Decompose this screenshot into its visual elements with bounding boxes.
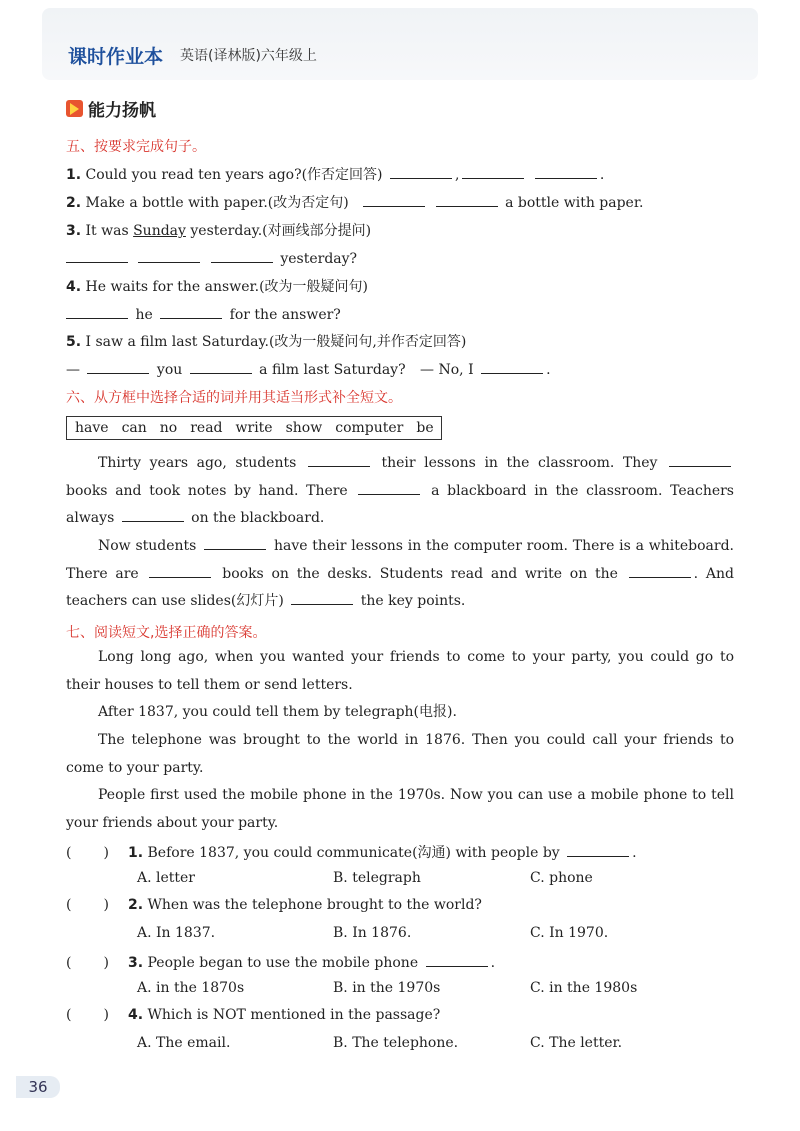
mc-question-1: ( ) 1. Before 1837, you could communicate(沟通) with people by . [66, 842, 637, 862]
cloze-paragraph-2: Now students have their lessons in the computer room. There is a whiteboard. There are books on the desks. Students read and write on the . And teachers can use slides(幻灯片) the key points. [66, 533, 734, 616]
section-title-text: 能力扬帆 [88, 101, 156, 121]
option-b[interactable]: B. in the 1970s [333, 980, 441, 996]
reading-p1: Long long ago, when you wanted your friends to come to your party, you could go to their houses to tell them or send letters. [66, 649, 734, 693]
option-c[interactable]: C. In 1970. [530, 925, 609, 941]
q5-5-answer: — you a film last Saturday? — No, I . [66, 359, 551, 378]
q5-3: 3. It was Sunday yesterday.(对画线部分提问) [66, 223, 372, 239]
reading-p3: The telephone was brought to the world in 1876. Then you could call your friends to come to your party. [66, 732, 734, 776]
answer-blank[interactable] [535, 164, 597, 179]
option-c[interactable]: C. phone [530, 870, 593, 886]
word-item: write [235, 420, 273, 436]
answer-blank[interactable] [629, 563, 691, 578]
word-item: no [159, 420, 178, 436]
q5-2: 2. Make a bottle with paper.(改为否定句) a bottle with paper. [66, 192, 643, 212]
option-c[interactable]: C. in the 1980s [530, 980, 638, 996]
answer-blank[interactable] [211, 248, 273, 263]
option-a[interactable]: A. The email. [137, 1035, 231, 1051]
answer-blank[interactable] [160, 304, 222, 319]
reading-p4: People first used the mobile phone in the 1970s. Now you can use a mobile phone to tell your friends about your party. [66, 787, 734, 831]
answer-blank[interactable] [358, 480, 420, 495]
word-item: show [285, 420, 323, 436]
word-item: read [190, 420, 223, 436]
word-item: have [75, 420, 109, 436]
part7-heading: 七、阅读短文,选择正确的答案。 [66, 625, 267, 641]
word-item: can [121, 420, 147, 436]
answer-blank[interactable] [190, 359, 252, 374]
q5-4-answer: he for the answer? [66, 304, 341, 323]
answer-blank[interactable] [567, 842, 629, 857]
option-a[interactable]: A. letter [137, 870, 196, 886]
answer-blank[interactable] [87, 359, 149, 374]
sail-icon [66, 100, 83, 117]
answer-blank[interactable] [669, 452, 731, 467]
option-b[interactable]: B. telegraph [333, 870, 421, 886]
answer-blank[interactable] [462, 164, 524, 179]
q5-5: 5. I saw a film last Saturday.(改为一般疑问句,并作否定回答) [66, 334, 467, 350]
option-a[interactable]: A. In 1837. [137, 925, 216, 941]
answer-blank[interactable] [204, 535, 266, 550]
q5-1: 1. Could you read ten years ago?(作否定回答) , . [66, 164, 604, 184]
answer-blank[interactable] [308, 452, 370, 467]
option-c[interactable]: C. The letter. [530, 1035, 623, 1051]
mc-question-4: ( ) 4. Which is NOT mentioned in the passage? [66, 1007, 441, 1023]
answer-paren[interactable]: ( ) [66, 1007, 109, 1023]
option-b[interactable]: B. In 1876. [333, 925, 412, 941]
answer-blank[interactable] [149, 563, 211, 578]
answer-blank[interactable] [363, 192, 425, 207]
q5-3-answer: yesterday? [66, 248, 357, 267]
word-item: computer [335, 420, 404, 436]
mc-question-2: ( ) 2. When was the telephone brought to the world? [66, 897, 482, 913]
answer-blank[interactable] [291, 590, 353, 605]
answer-blank[interactable] [436, 192, 498, 207]
answer-blank[interactable] [66, 304, 128, 319]
answer-blank[interactable] [122, 507, 184, 522]
part5-heading: 五、按要求完成句子。 [66, 139, 206, 155]
answer-blank[interactable] [66, 248, 128, 263]
cloze-paragraph-1: Thirty years ago, students their lessons in the classroom. They books and took notes by hand. There a blackboard in the classroom. Teachers always on the blackboard. [66, 450, 734, 533]
answer-blank[interactable] [426, 952, 488, 967]
brand-title: 课时作业本 [68, 46, 164, 68]
option-b[interactable]: B. The telephone. [333, 1035, 459, 1051]
part6-heading: 六、从方框中选择合适的词并用其适当形式补全短文。 [66, 390, 402, 406]
section-title [66, 96, 156, 121]
reading-p2: After 1837, you could tell them by telegraph(电报). [98, 704, 457, 720]
answer-paren[interactable]: ( ) [66, 845, 109, 861]
answer-blank[interactable] [481, 359, 543, 374]
page-number: 36 [16, 1076, 60, 1098]
mc-question-3: ( ) 3. People began to use the mobile phone . [66, 952, 495, 971]
word-item: be [416, 420, 434, 436]
answer-blank[interactable] [390, 164, 452, 179]
book-subtitle: 英语(译林版)六年级上 [180, 48, 317, 64]
answer-blank[interactable] [138, 248, 200, 263]
option-a[interactable]: A. in the 1870s [137, 980, 245, 996]
answer-paren[interactable]: ( ) [66, 955, 109, 971]
q5-4: 4. He waits for the answer.(改为一般疑问句) [66, 279, 369, 295]
answer-paren[interactable]: ( ) [66, 897, 109, 913]
word-box [66, 416, 442, 440]
